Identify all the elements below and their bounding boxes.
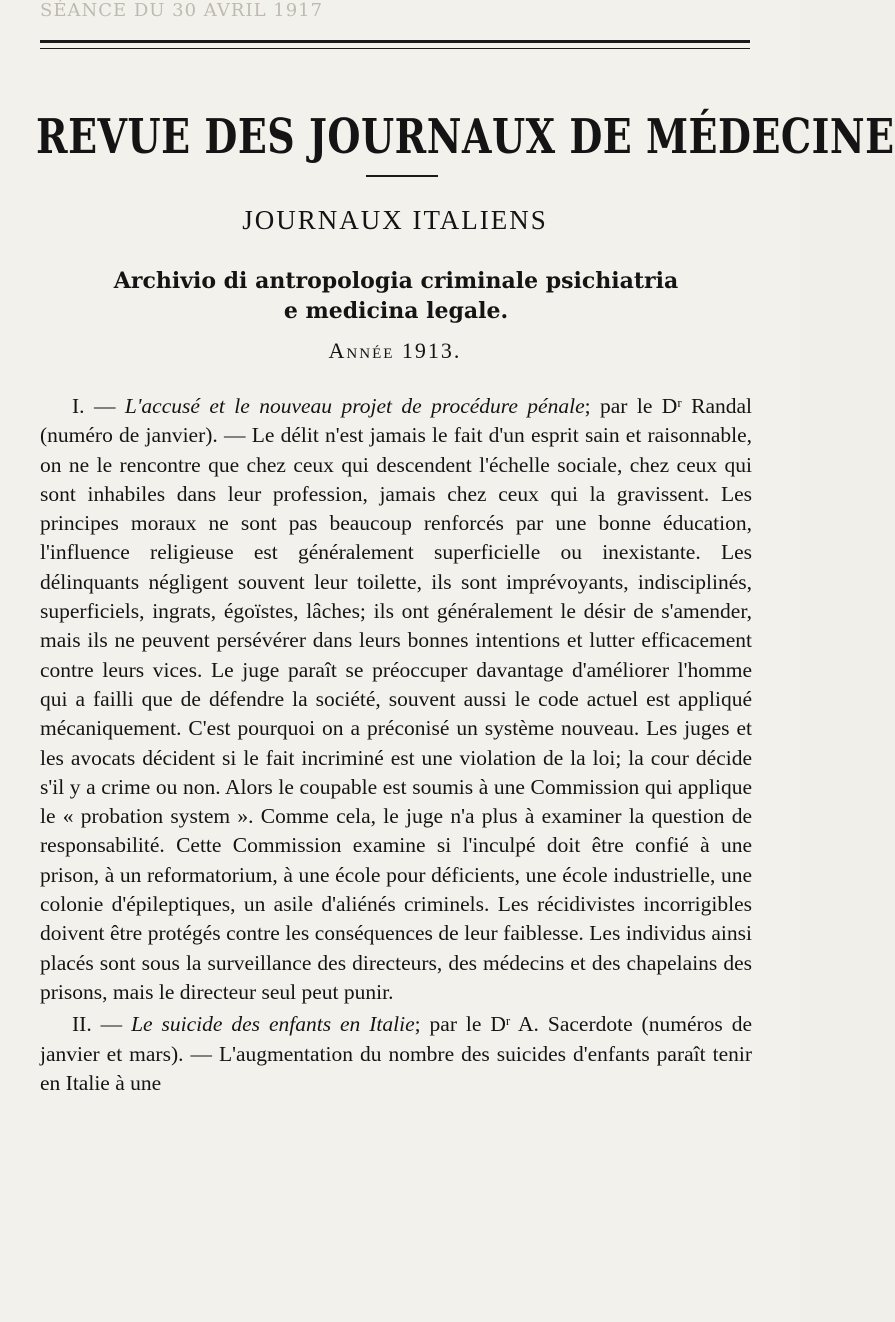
article-1 xyxy=(40,392,752,1007)
year-label: Année 1913. xyxy=(328,338,462,363)
article-1-byline-pre: ; par le D xyxy=(584,394,678,418)
article-2-title: Le suicide des enfants en Italie xyxy=(131,1012,415,1037)
article-2-byline-sup: r xyxy=(505,1013,511,1029)
article-1-byline-post: Randal (numéro de janvier). — xyxy=(40,394,753,448)
article-1-number: I. — xyxy=(72,394,116,418)
article-body xyxy=(40,392,752,1098)
article-2-text: L'augmentation du nombre des suicides d'enfants paraît tenir en Italie à une xyxy=(40,1041,753,1095)
page-title: REVUE DES JOURNAUX DE MÉDECINE xyxy=(36,108,895,165)
journal-title-line2: e medicina legale. xyxy=(283,298,509,324)
journal-title xyxy=(40,266,752,326)
article-1-byline-sup: r xyxy=(677,395,682,410)
section-title: JOURNAUX ITALIENS xyxy=(242,205,548,235)
title-divider xyxy=(366,175,438,177)
article-2 xyxy=(40,1010,752,1098)
article-1-title: L'accusé et le nouveau projet de procédure pénale xyxy=(124,394,585,418)
journal-title-line1: Archivio di antropologia criminale psichiatria xyxy=(113,268,679,294)
article-1-text: Le délit n'est jamais le fait d'un esprit sain et raisonnable, on ne le rencontre que chez ceux qui descendent l'échelle sociale, chez ceux qui sont inhabiles dans leur profession, jamais chez ceux qui la gravissent. Les principes moraux ne sont pas beaucoup renforcés par une bonne éducation, l'influence religieuse est généralement superficielle ou inexistante. Les délinquants négligent souvent leur toilette, ils sont imprévoyants, indisciplinés, superficiels, ingrats, égoïstes, lâches; ils ont généralement le désir de s'amender, mais ils ne peuvent persévérer dans leurs bonnes intentions et lutter efficacement contre leurs vices. Le juge paraît se préoccuper davantage d'améliorer l'homme qui a failli que de défendre la société, souvent aussi le code actuel est appliqué mécaniquement. C'est pourquoi on a préconisé un système nouveau. Les juges et les avocats décident si le fait incriminé est une violation de la loi; la cour décide s'il y a crime ou non. Alors le coupable est soumis à une Commission qui applique le « probation system ». Comme cela, le juge n'a plus à examiner la question de responsabilité. Cette Commission examine si l'inculpé doit être confié à une prison, à un reformatorium, à une école pour déficients, une école industrielle, une colonie d'épileptiques, un asile d'aliénés criminels. Les récidivistes incorrigibles doivent être protégés contre les conséquences de leur faiblesse. Les individus ainsi placés sont sous la surveillance des directeurs, des médecins et des chapelains des prisons, mais le directeur seul peut punir. xyxy=(40,423,753,1004)
article-2-byline-pre: ; par le D xyxy=(414,1012,506,1037)
header-thick-rule xyxy=(40,40,750,43)
header-thin-rule xyxy=(40,48,750,49)
bleed-through-header: SÉANCE DU 30 AVRIL 1917 xyxy=(40,0,324,21)
article-2-byline-post: A. Sacerdote (numéros de janvier et mars). — xyxy=(40,1012,752,1066)
article-2-number: II. — xyxy=(72,1012,123,1037)
